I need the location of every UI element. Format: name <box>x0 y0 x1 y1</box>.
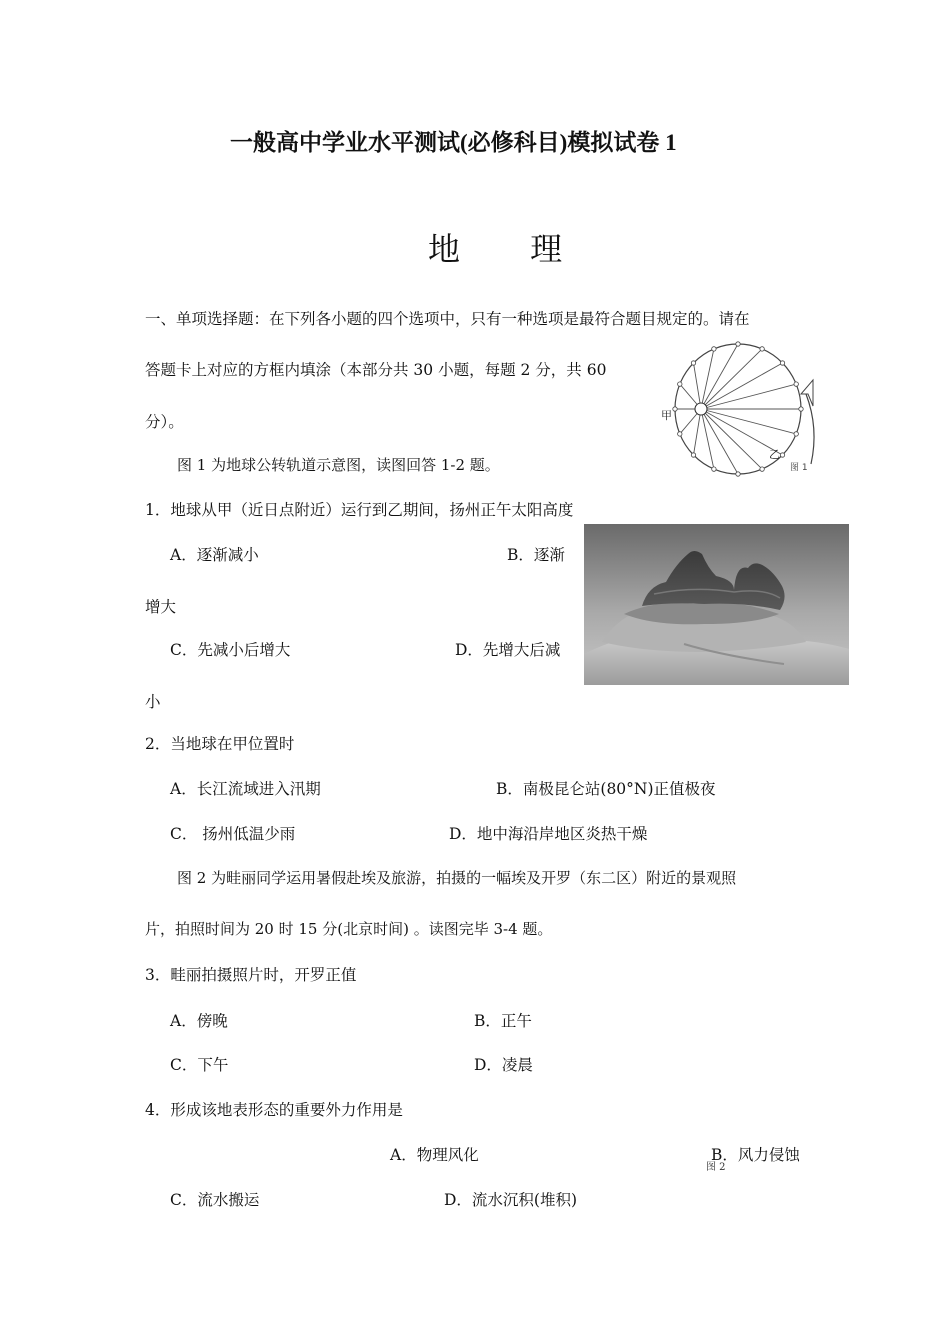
orbit-spoke <box>701 344 738 409</box>
earth-position-dot <box>691 361 695 365</box>
label-jia: 甲 <box>661 409 672 422</box>
q3-option-b: B．正午 <box>474 1012 532 1030</box>
q1-option-d: D．先增大后减 <box>455 641 561 659</box>
q4-option-d: D．流水沉积(堆积) <box>444 1191 578 1209</box>
fig1-caption: 图 1 <box>790 463 808 473</box>
q4-stem: 4．形成该地表形态的重要外力作用是 <box>145 1101 403 1119</box>
section-instruction-line1: 一、单项选择题：在下列各小题的四个选项中，只有一种选项是最符合题目规定的。请在 <box>145 310 750 328</box>
earth-position-dot <box>691 453 695 457</box>
section-instruction-line2: 答题卡上对应的方框内填涂（本部分共 30 小题，每题 2 分，共 60 <box>145 361 607 379</box>
earth-position-dot <box>712 347 716 351</box>
q2-option-b: B．南极昆仑站(80°N)正值极夜 <box>496 780 716 798</box>
fig2-intro-line2: 片，拍照时间为 20 时 15 分(北京时间) 。读图完毕 3-4 题。 <box>145 920 553 938</box>
orbit-spoke <box>701 349 714 409</box>
orbit-spoke <box>701 349 762 409</box>
q1-stem: 1．地球从甲（近日点附近）运行到乙期间，扬州正午太阳高度 <box>145 501 574 519</box>
orbit-spoke <box>701 409 796 434</box>
q1-option-d-cont: 小 <box>145 693 161 711</box>
q1-option-b-cont: 增大 <box>145 598 177 616</box>
earth-position-dot <box>780 361 784 365</box>
earth-position-dot <box>712 467 716 471</box>
orbit-spoke <box>701 409 762 469</box>
earth-position-dot <box>736 472 740 476</box>
orbit-spoke <box>701 384 796 409</box>
q2-option-d: D．地中海沿岸地区炎热干燥 <box>449 825 648 843</box>
earth-position-dot <box>780 453 784 457</box>
fig1-intro: 图 1 为地球公转轨道示意图，读图回答 1-2 题。 <box>177 456 500 474</box>
fig2-intro-line1: 图 2 为畦丽同学运用暑假赴埃及旅游，拍摄的一幅埃及开罗（东二区）附近的景观照 <box>177 869 737 887</box>
earth-position-dot <box>799 407 803 411</box>
orbit-spoke <box>701 409 714 469</box>
q4-option-a: A．物理风化 <box>390 1146 479 1164</box>
earth-position-dot <box>673 407 677 411</box>
earth-position-dot <box>760 467 764 471</box>
fig2-caption: 图 2 <box>706 1162 726 1173</box>
q3-stem: 3．畦丽拍摄照片时，开罗正值 <box>145 966 357 984</box>
q4-option-b: B．风力侵蚀 <box>711 1146 800 1164</box>
q1-option-b: B．逐渐 <box>507 546 565 564</box>
q1-option-a: A．逐渐减小 <box>170 546 259 564</box>
sun-icon <box>695 403 707 415</box>
q3-option-d: D．凌晨 <box>474 1056 533 1074</box>
subject-heading: 地 理 <box>428 230 593 268</box>
earth-position-dot <box>794 382 798 386</box>
q2-stem: 2．当地球在甲位置时 <box>145 735 295 753</box>
arrow-head-icon <box>801 380 813 406</box>
label-yi: 乙 <box>769 448 780 461</box>
q2-option-c: C． 扬州低温少雨 <box>170 825 296 843</box>
earth-position-dot <box>678 382 682 386</box>
earth-position-dot <box>736 342 740 346</box>
section-instruction-line3: 分）。 <box>145 413 184 431</box>
earth-position-dot <box>678 432 682 436</box>
orbit-spoke <box>701 409 738 474</box>
orbit-diagram <box>656 336 830 482</box>
page-title: 一般高中学业水平测试(必修科目)模拟试卷 1 <box>230 130 677 155</box>
earth-position-dot <box>794 432 798 436</box>
orbit-spoke <box>701 363 783 409</box>
earth-position-dot <box>760 347 764 351</box>
q1-option-c: C．先减小后增大 <box>170 641 291 659</box>
q2-option-a: A．长江流域进入汛期 <box>170 780 321 798</box>
q4-option-c: C．流水搬运 <box>170 1191 260 1209</box>
q3-option-c: C．下午 <box>170 1056 229 1074</box>
desert-landform-photo <box>584 524 849 685</box>
q3-option-a: A．傍晚 <box>170 1012 228 1030</box>
